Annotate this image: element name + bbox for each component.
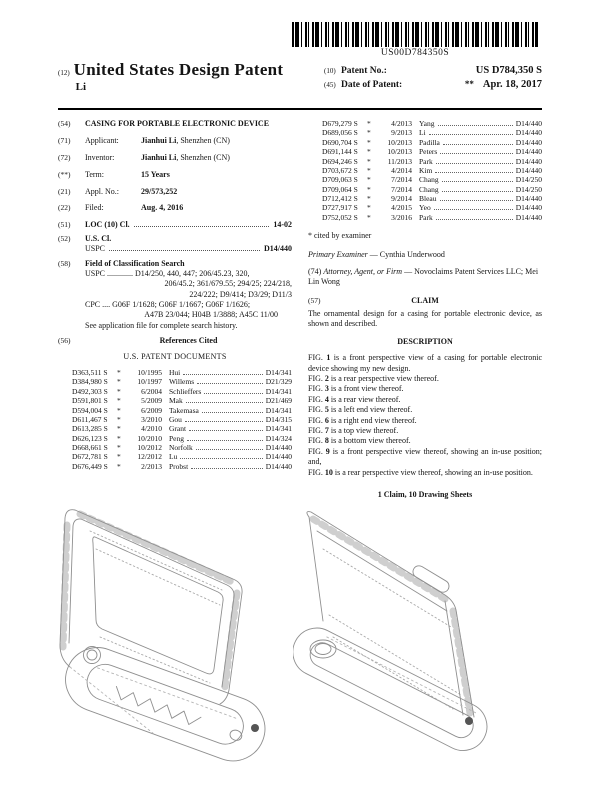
ref-inventor: Probst [169,461,189,471]
dot-leader [196,449,263,450]
references-title: References Cited [159,336,218,346]
ref-date: 10/2012 [137,443,162,453]
ref-date: 7/2014 [391,175,412,185]
field-code: (71) [58,135,71,145]
ref-number: D611,467 S [72,414,108,424]
ref-date: 4/2014 [391,165,412,175]
right-column [308,119,542,500]
ref-inventor: Hui [169,368,181,378]
ref-class: D14/341 [265,405,292,415]
ref-number: D709,064 S [322,184,358,194]
ref-number: D690,704 S [322,137,358,147]
ref-inventor: Bleau [419,194,437,203]
ref-class: D14/341 [265,386,292,396]
dot-leader [440,153,512,154]
dot-leader [180,458,262,459]
fcs-note: See application file for complete search history. [85,320,238,330]
attorney-label: Attorney, Agent, or Firm [323,266,403,276]
ref-inventor: Norfolk [169,443,193,453]
ref-cited-star: * [117,386,121,396]
ref-number: D672,781 S [72,452,108,462]
examiner-name: — Cynthia Underwood [367,249,445,259]
attorney-code: (74) [308,266,322,276]
applicant-name: Jianhui Li [141,135,177,145]
claims-sheets-line: 1 Claim, 10 Drawing Sheets [377,489,473,499]
ref-class: D21/329 [265,377,292,387]
fig-word: FIG. [308,467,323,477]
fig-word: FIG. [308,384,323,394]
fig-number: 7 [324,425,329,435]
appl-value: 29/573,252 [141,186,178,196]
fig-word: FIG. [308,415,323,425]
ref-cited-star: * [117,452,121,462]
ref-class: D14/440 [265,452,292,462]
loc-value: 14-02 [273,220,292,230]
ref-inventor: Chang [419,175,439,185]
ref-class: D14/440 [515,147,542,157]
ref-date: 12/2012 [137,452,162,462]
patent-date-row [324,79,542,90]
ref-number: D689,056 S [322,128,358,138]
references-table-left [58,368,292,471]
dot-leader [442,191,513,192]
uspc-value: D14/440 [264,244,292,254]
date-label: Date of Patent: [341,80,403,90]
field-applicant [58,136,292,146]
ref-number: D626,123 S [72,433,108,443]
reference-row [58,387,292,396]
fig-word: FIG. [308,446,323,456]
claim-code: (57) [308,295,321,305]
ref-date: 6/2004 [141,386,162,396]
ref-date: 5/2009 [141,396,162,406]
ref-date: 10/2013 [387,147,412,157]
fcs-cpc-line2: A47B 23/044; H04B 1/3888; A45C 11/00 [144,310,278,320]
claim-text: The ornamental design for a casing for portable electronic device, as shown and described. [308,309,542,329]
ref-number: D492,303 S [72,386,108,396]
reference-row [308,194,542,203]
fig-text: is a rear view thereof. [330,394,401,404]
dot-leader [187,440,263,441]
claim-title: CLAIM [411,295,439,305]
ref-class: D14/440 [515,212,542,222]
reference-row [58,462,292,471]
ref-date: 10/1997 [137,377,162,387]
ref-inventor: Gou [169,414,182,424]
barcode-number: US00D784350S [380,48,450,58]
ref-number: D752,052 S [322,212,358,222]
field-code: (58) [58,258,71,268]
ref-class: D21/469 [265,396,292,406]
reference-row [58,377,292,386]
field-term [58,170,292,180]
patent-no-code: (10) [324,67,336,75]
ref-cited-star: * [367,203,371,213]
ref-number: D613,285 S [72,424,108,434]
ref-inventor: Peng [169,433,184,443]
ref-date: 9/2014 [391,194,412,203]
ref-cited-star: * [367,184,371,194]
figure-description-line [308,436,542,446]
figure-2-rear-perspective-drawing [293,497,553,797]
attorney-name: — Novoclaims Patent Services LLC; Mei Lin Wong [308,266,539,287]
field-code: (**) [58,169,71,179]
ref-class: D14/440 [265,461,292,471]
ref-cited-star: * [117,461,121,471]
ref-cited-star: * [367,212,371,222]
figure-description-line [308,374,542,384]
field-us-class [58,234,292,255]
figure-description-line [308,447,542,468]
kind-code: (12) [58,69,70,77]
reference-row [308,119,542,128]
ref-cited-star: * [367,137,371,147]
filed-label: Filed: [85,203,104,213]
fig-number: 1 [326,353,331,363]
date-value [465,79,542,90]
appl-label: Appl. No.: [85,186,119,196]
ref-date: 9/2013 [391,128,412,138]
inventor-name: Jianhui Li [141,152,177,162]
dot-leader [436,219,513,220]
ref-inventor: Chang [419,184,439,194]
fig-word: FIG. [308,436,323,446]
fig-text: is a top view thereof. [330,425,399,435]
figure-description-line [308,405,542,415]
header-patent-info [324,65,542,93]
ref-date: 3/2010 [141,414,162,424]
barcode-block [292,22,538,58]
ref-class: D14/440 [515,156,542,166]
ref-cited-star: * [117,433,121,443]
field-code: (51) [58,220,71,230]
ref-class: D14/440 [515,165,542,175]
reference-row [58,443,292,452]
ref-cited-star: * [117,368,121,378]
ref-class: D14/440 [515,137,542,147]
date-text: Apr. 18, 2017 [482,79,542,90]
field-code: (52) [58,233,71,243]
ref-class: D14/250 [515,184,542,194]
reference-row [308,213,542,222]
applicant-label: Applicant: [85,135,119,145]
fig-text: is a front view thereof. [330,384,404,394]
patent-no-value: US D784,350 S [475,65,542,76]
ref-cited-star: * [117,443,121,453]
ref-cited-star: * [117,405,121,415]
filed-value: Aug. 4, 2016 [141,203,184,213]
ref-number: D691,144 S [322,147,358,157]
bibliographic-body [58,119,542,500]
fig-number: 5 [324,405,329,415]
ref-number: D384,980 S [72,377,108,387]
dot-leader [436,163,513,164]
ref-class: D14/341 [265,368,292,378]
fig-text: is a bottom view thereof. [330,436,411,446]
fig-text: is a rear perspective view thereof, showing an in-use position. [334,467,533,477]
header-title-block [58,60,283,93]
fig-word: FIG. [308,405,323,415]
ref-class: D14/440 [515,194,542,203]
ref-number: D679,279 S [322,119,358,128]
field-references [58,336,292,346]
reference-row [308,138,542,147]
field-appl-no [58,187,292,197]
ref-date: 4/2013 [391,119,412,128]
field-code: (21) [58,186,71,196]
examiner-label: Primary Examiner [308,249,368,259]
references-table-right [308,119,542,222]
fig-number: 2 [324,374,329,384]
fcs-uspc-line3: 224/222; D9/414; D3/29; D11/3 [189,289,292,299]
fcs-label: Field of Classification Search [85,258,185,268]
ref-number: D712,412 S [322,194,358,203]
fig-number: 10 [324,467,333,477]
term-value: 15 Years [141,169,170,179]
figure-descriptions [308,353,542,478]
ref-inventor: Padilla [419,137,440,147]
reference-row [308,128,542,137]
term-stars: ** [464,79,474,89]
ref-class: D14/440 [515,203,542,213]
ref-number: D363,511 S [72,368,108,378]
reference-row [58,415,292,424]
ref-inventor: Grant [169,424,187,434]
reference-row [58,434,292,443]
fig-number: 9 [325,446,330,456]
ref-cited-star: * [117,377,121,387]
fig-text: is a right end view thereof. [330,415,417,425]
ref-cited-star: * [367,175,371,185]
reference-row [58,406,292,415]
ref-cited-star: * [117,414,121,424]
ref-cited-star: * [117,396,121,406]
ref-date: 10/1995 [137,368,162,378]
ref-class: D14/250 [515,175,542,185]
ref-cited-star: * [117,424,121,434]
ref-class: D14/324 [265,433,292,443]
uscl-label: U.S. Cl. [85,233,112,243]
barcode-image [292,22,538,47]
ref-number: D727,917 S [322,203,358,213]
ref-number: D594,004 S [72,405,108,415]
ref-date: 7/2014 [391,184,412,194]
field-inventor [58,153,292,163]
ref-date: 11/2013 [387,156,412,166]
figure-description-line [308,416,542,426]
ref-date: 3/2016 [391,212,412,222]
reference-row [308,203,542,212]
reference-row [58,452,292,461]
ref-number: D591,801 S [72,396,108,406]
ref-cited-star: * [367,119,371,128]
ref-date: 4/2015 [391,203,412,213]
ref-cited-star: * [367,194,371,203]
reference-row [308,185,542,194]
fig-text: is a rear perspective view thereof. [330,374,439,384]
ref-class: D14/341 [265,424,292,434]
reference-row [58,424,292,433]
ref-inventor: Peters [419,147,438,157]
dot-leader [435,172,512,173]
ref-inventor: Schlieffers [169,386,202,396]
ref-date: 2/2013 [141,461,162,471]
fig-word: FIG. [308,374,323,384]
ref-date: 10/2010 [137,433,162,443]
references-subtitle: U.S. PATENT DOCUMENTS [123,351,227,361]
fcs-cpc-line1: CPC .... G06F 1/1628; G06F 1/1667; G06F 1/1626; [85,300,251,310]
ref-inventor: Mak [169,396,183,406]
field-filed [58,203,292,213]
ref-number: D703,672 S [322,165,358,175]
ref-cited-star: * [367,165,371,175]
patent-no-label: Patent No.: [341,66,387,76]
header-divider [58,108,542,110]
primary-examiner-line [308,250,542,260]
dot-leader [202,412,263,413]
fig-number: 4 [324,394,329,404]
figure-1-front-perspective-drawing [50,497,295,797]
ref-class: D14/440 [515,128,542,138]
dot-leader [109,250,260,251]
ref-inventor: Park [419,212,433,222]
dot-leader [197,383,263,384]
figure-description-line [308,468,542,478]
field-classification-search [58,259,292,332]
reference-row [308,175,542,184]
inventor-surname: Li [75,81,87,93]
fig-word: FIG. [308,394,323,404]
ref-number: D709,063 S [322,175,358,185]
ref-inventor: Willems [169,377,195,387]
ref-inventor: Takemasa [169,405,199,415]
dot-leader [434,209,513,210]
reference-row [308,166,542,175]
dot-leader [183,374,263,375]
fig-text: is a front perspective view of a casing for portable electronic device showing my new design. [308,353,543,373]
dot-leader [204,393,262,394]
claim-header [308,296,542,306]
left-column [58,119,292,500]
reference-row [308,147,542,156]
figure-description-line [308,384,542,394]
field-code: (54) [58,119,71,128]
dot-leader [185,421,263,422]
fig-text: is a left end view thereof. [330,405,413,415]
dot-leader [186,402,263,403]
dot-leader [438,125,513,126]
document-title: United States Design Patent [73,60,284,79]
uspc-label: USPC [85,244,106,254]
dot-leader [191,468,263,469]
fig-word: FIG. [308,425,323,435]
field-code: (56) [58,336,71,346]
ref-date: 6/2009 [141,405,162,415]
ref-cited-star: * [367,128,371,138]
ref-date: 4/2010 [141,424,162,434]
fcs-uspc-line2: 206/45.2; 361/679.55; 294/25; 224/218, [164,279,292,289]
figure-description-line [308,353,542,374]
dot-leader [189,430,263,431]
date-code: (45) [324,81,336,89]
loc-label: LOC (10) Cl. [85,220,130,230]
fig-number: 3 [324,384,329,394]
field-title [58,119,292,129]
inventor-location: , Shenzhen (CN) [176,152,230,162]
document-header [58,60,542,93]
ref-class: D14/440 [515,119,542,128]
description-title: DESCRIPTION [397,336,453,346]
ref-inventor: Kim [419,165,433,175]
attorney-line [308,267,542,288]
ref-cited-star: * [367,156,371,166]
field-loc-class [58,220,292,230]
ref-date: 10/2013 [387,137,412,147]
fig-text: is a front perspective view thereof, showing an in-use position; and, [308,446,543,467]
ref-inventor: Yang [419,119,435,128]
term-label: Term: [85,169,104,179]
fig-number: 6 [324,415,329,425]
reference-row [58,396,292,405]
ref-number: D676,449 S [72,461,108,471]
dot-leader [442,181,513,182]
dot-leader [429,134,513,135]
fig-word: FIG. [308,353,323,363]
reference-row [58,368,292,377]
invention-title: CASING FOR PORTABLE ELECTRONIC DEVICE [85,119,270,128]
inventor-label: Inventor: [85,152,115,162]
dot-leader [440,200,513,201]
dot-leader [134,226,270,227]
ref-inventor: Lu [169,452,178,462]
reference-row [308,157,542,166]
ref-class: D14/315 [265,414,292,424]
figure-description-line [308,395,542,405]
ref-inventor: Yeo [419,203,431,213]
applicant-location: , Shenzhen (CN) [176,135,230,145]
ref-class: D14/440 [265,443,292,453]
ref-cited-star: * [367,147,371,157]
ref-number: D668,661 S [72,443,108,453]
dot-leader [443,144,513,145]
ref-inventor: Park [419,156,433,166]
ref-number: D694,246 S [322,156,358,166]
fcs-uspc-line1: USPC ............. D14/250, 440, 447; 206/45.23, 320, [85,268,250,278]
field-code: (72) [58,152,71,162]
field-code: (22) [58,203,71,213]
ref-inventor: Li [419,128,426,138]
patent-number-row [324,65,542,76]
fig-number: 8 [324,436,329,446]
figure-description-line [308,426,542,436]
cited-by-examiner-note: * cited by examiner [308,231,372,241]
